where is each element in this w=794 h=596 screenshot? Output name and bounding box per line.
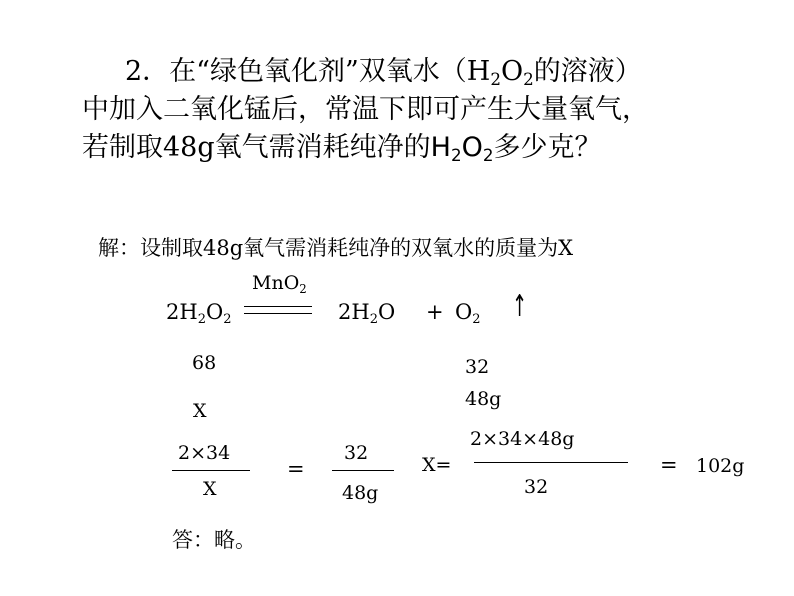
- reactant-o-subscript: 2: [223, 311, 232, 327]
- ratio-right-denominator: 48g: [342, 482, 379, 504]
- equals-sign-2: =: [660, 453, 678, 477]
- question-line-3: [82, 132, 602, 166]
- solution-intro: 解：设制取48g氧气需消耗纯净的双氧水的质量为X: [98, 236, 574, 260]
- product-h2o: [338, 300, 396, 327]
- question-line-2: 中加入二氧化锰后，常温下即可产生大量氧气，: [82, 94, 649, 125]
- answer-text: 答：略。: [172, 528, 256, 552]
- reactant-h-subscript: 2: [197, 311, 206, 327]
- catalyst-label: [252, 272, 307, 296]
- mass-reactant: 68: [192, 352, 217, 374]
- plus-sign: +: [426, 300, 444, 324]
- reaction-equals-line-bottom: [244, 313, 312, 314]
- formula-h: H: [466, 56, 491, 87]
- ratio-left-numerator: 2×34: [178, 442, 231, 464]
- calc-denominator: 32: [524, 476, 549, 498]
- product1-h-subscript: 2: [369, 311, 378, 327]
- ratio-left-denominator: X: [203, 478, 217, 500]
- catalyst-text: MnO: [252, 272, 300, 294]
- ratio-right-fraction-bar: [332, 470, 394, 471]
- formula-o-subscript: 2: [482, 145, 494, 166]
- unknown-x: X: [193, 400, 207, 422]
- formula-h2o2: [430, 132, 494, 166]
- formula-h: H: [430, 132, 451, 163]
- question-line-3-prefix: 若制取48g氧气需消耗纯净的: [82, 132, 431, 163]
- formula-h-subscript: 2: [450, 145, 462, 166]
- product1-o: O: [377, 300, 396, 324]
- formula-o: O: [501, 56, 524, 87]
- product2-o: O: [455, 300, 473, 324]
- formula-o-subscript: 2: [523, 69, 534, 90]
- product1-coef: 2H: [338, 300, 370, 324]
- formula-h-subscript: 2: [490, 69, 501, 90]
- question-line-1-suffix: 的溶液）: [533, 56, 642, 87]
- question-line-1-prefix: 2．在“绿色氧化剂”双氧水（: [125, 56, 467, 87]
- product-o2: [455, 300, 481, 327]
- reactant-coef: 2H: [166, 300, 198, 324]
- ratio-right-numerator: 32: [344, 442, 369, 464]
- catalyst-subscript: 2: [299, 281, 307, 296]
- gas-arrow-icon: ↑: [512, 289, 528, 324]
- mass-o2: 32: [465, 356, 490, 378]
- question-line-3-suffix: 多少克？: [493, 132, 602, 163]
- result-value: 102g: [696, 455, 745, 477]
- calc-numerator: 2×34×48g: [470, 428, 575, 450]
- question-line-1: [125, 56, 642, 90]
- x-equals: X=: [422, 454, 452, 476]
- formula-o: O: [461, 132, 483, 163]
- reactant-o: O: [205, 300, 224, 324]
- given-o2-mass: 48g: [465, 388, 502, 410]
- calc-fraction-bar: [474, 462, 628, 463]
- reactant-h2o2: [166, 300, 232, 327]
- equals-sign-1: =: [287, 457, 305, 481]
- reaction-equals-line-top: [244, 306, 312, 307]
- ratio-left-fraction-bar: [172, 470, 250, 471]
- product2-subscript: 2: [472, 311, 481, 327]
